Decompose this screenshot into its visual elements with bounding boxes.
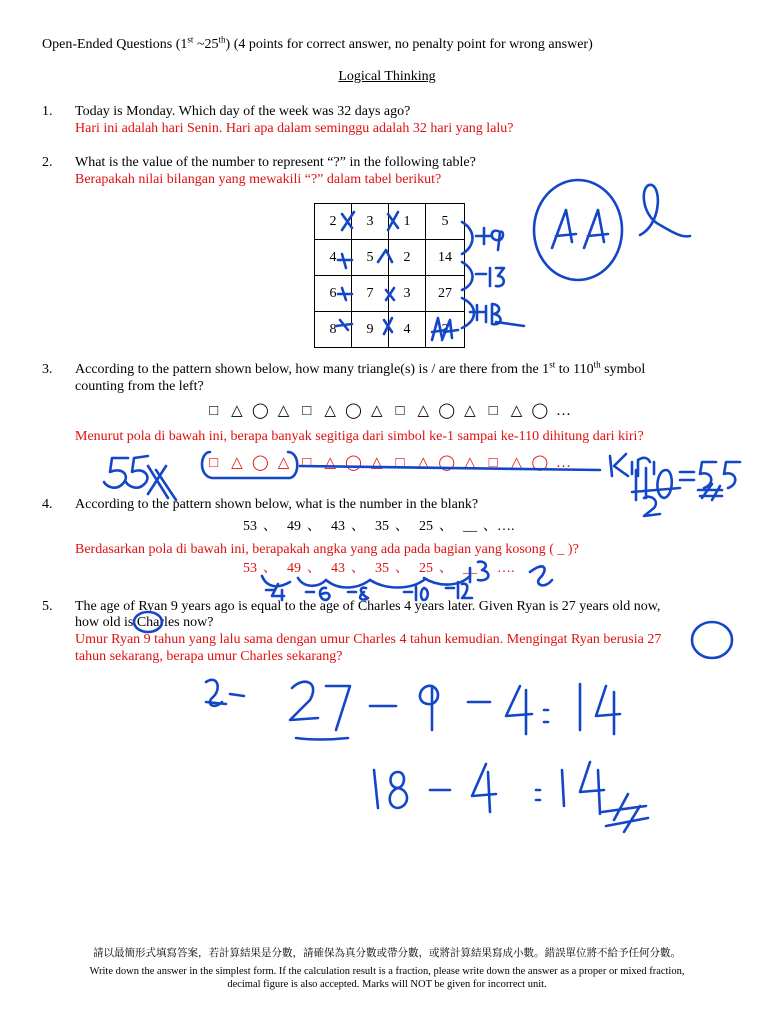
sequence-separator: 、…. xyxy=(483,519,515,534)
sequence-term: __ xyxy=(463,519,477,534)
shape-symbol: △ xyxy=(464,403,476,419)
shape-symbol: □ xyxy=(302,403,312,419)
shape-symbol: △ xyxy=(277,403,290,419)
shape-symbol: □ xyxy=(209,455,219,471)
shape-ellipsis: … xyxy=(555,403,571,419)
shape-symbol: □ xyxy=(488,455,498,471)
q3-group-bracket xyxy=(202,452,297,478)
table-cell: 4 xyxy=(389,312,426,348)
shape-symbol: □ xyxy=(395,455,405,471)
q3-indonesian: Menurut pola di bawah ini, berapa banyak segitiga dari simbol ke-1 sampai ke-110 dihitung dari kiri? xyxy=(75,429,644,444)
sequence-separator: 、 xyxy=(307,519,321,534)
q3-sup-2: th xyxy=(593,359,601,370)
sequence-term: 49 xyxy=(287,561,301,576)
table-cell: 27 xyxy=(426,276,465,312)
q5-working-line2 xyxy=(374,762,648,832)
q3-left-answer xyxy=(104,456,176,500)
q4-number: 4. xyxy=(42,497,53,512)
table-cell: 14 xyxy=(426,240,465,276)
shape-symbol: □ xyxy=(395,403,405,419)
q3-text-c: symbol xyxy=(600,362,646,377)
sequence-term: 53 xyxy=(243,561,257,576)
shape-ellipsis: … xyxy=(555,455,571,471)
shape-symbol: ◯ xyxy=(345,403,362,419)
q2-english: What is the value of the number to represent “?” in the following table? xyxy=(75,155,476,170)
sequence-separator: 、 xyxy=(307,561,321,576)
header-sup-b: th xyxy=(218,34,226,45)
table-cell: 5 xyxy=(426,204,465,240)
shape-symbol: △ xyxy=(417,403,430,419)
header-text-c: ) (4 points for correct answer, no penalty point for wrong answer) xyxy=(225,37,593,52)
sequence-term: 25 xyxy=(419,519,433,534)
sequence-separator: 、 xyxy=(263,561,277,576)
shape-symbol: △ xyxy=(324,455,336,471)
q5-working-line1 xyxy=(206,680,620,740)
sequence-separator: 、 xyxy=(439,519,453,534)
q4-english: According to the pattern shown below, what is the number in the blank? xyxy=(75,497,479,512)
table-cell: 8 xyxy=(315,312,352,348)
shape-symbol: △ xyxy=(417,455,430,471)
q3-sup-1: st xyxy=(549,359,556,370)
q4-differences xyxy=(262,562,552,600)
table-cell: 2 xyxy=(315,204,352,240)
sequence-separator: 、 xyxy=(395,519,409,534)
shape-symbol: △ xyxy=(510,455,523,471)
table-cell: 1 xyxy=(389,204,426,240)
q3-calculation xyxy=(610,454,740,516)
shape-symbol: □ xyxy=(488,403,498,419)
q3-text-a: According to the pattern shown below, how many triangle(s) is / are there from the 1 xyxy=(75,362,550,377)
shape-symbol: ◯ xyxy=(345,455,362,471)
shape-symbol: ◯ xyxy=(251,403,269,419)
sequence-term: 43 xyxy=(331,561,345,576)
sequence-separator: 、…. xyxy=(483,561,515,576)
sequence-term: 43 xyxy=(331,519,345,534)
q5-indonesian-line1: Umur Ryan 9 tahun yang lalu sama dengan umur Charles 4 tahun kemudian. Mengingat Ryan berusia 27 xyxy=(75,632,662,647)
q3-underline xyxy=(300,466,600,470)
q5-number: 5. xyxy=(42,599,53,614)
shape-symbol: ◯ xyxy=(438,455,456,471)
table-cell: 7 xyxy=(352,276,389,312)
sequence-separator: 、 xyxy=(351,519,365,534)
shape-symbol: △ xyxy=(324,403,336,419)
q1-number: 1. xyxy=(42,104,53,119)
sequence-separator: 、 xyxy=(351,561,365,576)
sequence-term: 49 xyxy=(287,519,301,534)
q5-circle-charles xyxy=(134,612,162,632)
q5-english-line2: how old is Charles now? xyxy=(75,615,214,630)
footer-english-line1: Write down the answer in the simplest form. If the calculation result is a fraction, please write down the answer as a proper or mixed fraction, xyxy=(89,966,685,977)
shape-symbol: △ xyxy=(370,403,383,419)
shape-symbol: △ xyxy=(231,455,243,471)
sequence-separator: 、 xyxy=(439,561,453,576)
header-sup-a: st xyxy=(187,34,194,45)
header-text-b: ~25 xyxy=(193,37,219,52)
shape-symbol: ◯ xyxy=(531,403,549,419)
table-cell: 5 xyxy=(352,240,389,276)
q3-text-b: to 110 xyxy=(555,362,594,377)
footer-english-line2: decimal figure is also accepted. Marks will NOT be given for incorrect unit. xyxy=(227,979,547,990)
table-cell: 3 xyxy=(389,276,426,312)
q2-cell-answer xyxy=(432,318,458,340)
sequence-term: 53 xyxy=(243,519,257,534)
sequence-term: __ xyxy=(463,561,477,576)
sequence-separator: 、 xyxy=(395,561,409,576)
shape-symbol: △ xyxy=(464,455,476,471)
table-cell-unknown: ? xyxy=(426,312,465,348)
shape-symbol: △ xyxy=(277,455,290,471)
sequence-term: 35 xyxy=(375,519,389,534)
table-cell: 4 xyxy=(315,240,352,276)
footer-chinese: 請以最簡形式填寫答案，若計算結果是分數，請確保為真分數或帶分數，或將計算結果寫成小數。錯誤單位將不給予任何分數。 xyxy=(93,947,681,959)
sequence-term: 25 xyxy=(419,561,433,576)
q2-number: 2. xyxy=(42,155,53,170)
q2-differences xyxy=(462,222,524,328)
table-cell: 2 xyxy=(389,240,426,276)
q5-english-line1: The age of Ryan 9 years ago is equal to the age of Charles 4 years later. Given Ryan is 27 years old now, xyxy=(75,599,661,614)
q3-english-line2: counting from the left? xyxy=(75,379,204,394)
q2-circled-answer xyxy=(534,180,690,280)
q1-indonesian: Hari ini adalah hari Senin. Hari apa dalam seminggu adalah 32 hari yang lalu? xyxy=(75,121,514,136)
table-cell: 3 xyxy=(352,204,389,240)
q4-indonesian: Berdasarkan pola di bawah ini, berapakah angka yang ada pada bagian yang kosong ( _ )? xyxy=(75,542,579,557)
q5-indonesian-line2: tahun sekarang, berapa umur Charles sekarang? xyxy=(75,649,343,664)
q3-number: 3. xyxy=(42,362,53,377)
shape-symbol: △ xyxy=(370,455,383,471)
shape-symbol: ◯ xyxy=(251,455,269,471)
header-text-a: Open-Ended Questions (1 xyxy=(42,37,188,52)
shape-symbol: □ xyxy=(302,455,312,471)
shape-symbol: △ xyxy=(231,403,243,419)
q5-circle-27 xyxy=(692,622,732,658)
q2-table-operators xyxy=(336,212,398,334)
shape-symbol: △ xyxy=(510,403,523,419)
shape-symbol: ◯ xyxy=(438,403,456,419)
shape-symbol: □ xyxy=(209,403,219,419)
q2-indonesian: Berapakah nilai bilangan yang mewakili “?” dalam tabel berikut? xyxy=(75,172,442,187)
table-cell: 6 xyxy=(315,276,352,312)
table-cell: 9 xyxy=(352,312,389,348)
instructions-footer xyxy=(0,947,768,991)
sequence-term: 35 xyxy=(375,561,389,576)
shape-symbol: ◯ xyxy=(531,455,549,471)
sequence-separator: 、 xyxy=(263,519,277,534)
q1-english: Today is Monday. Which day of the week was 32 days ago? xyxy=(75,104,411,119)
section-title-text: Logical Thinking xyxy=(338,69,436,84)
